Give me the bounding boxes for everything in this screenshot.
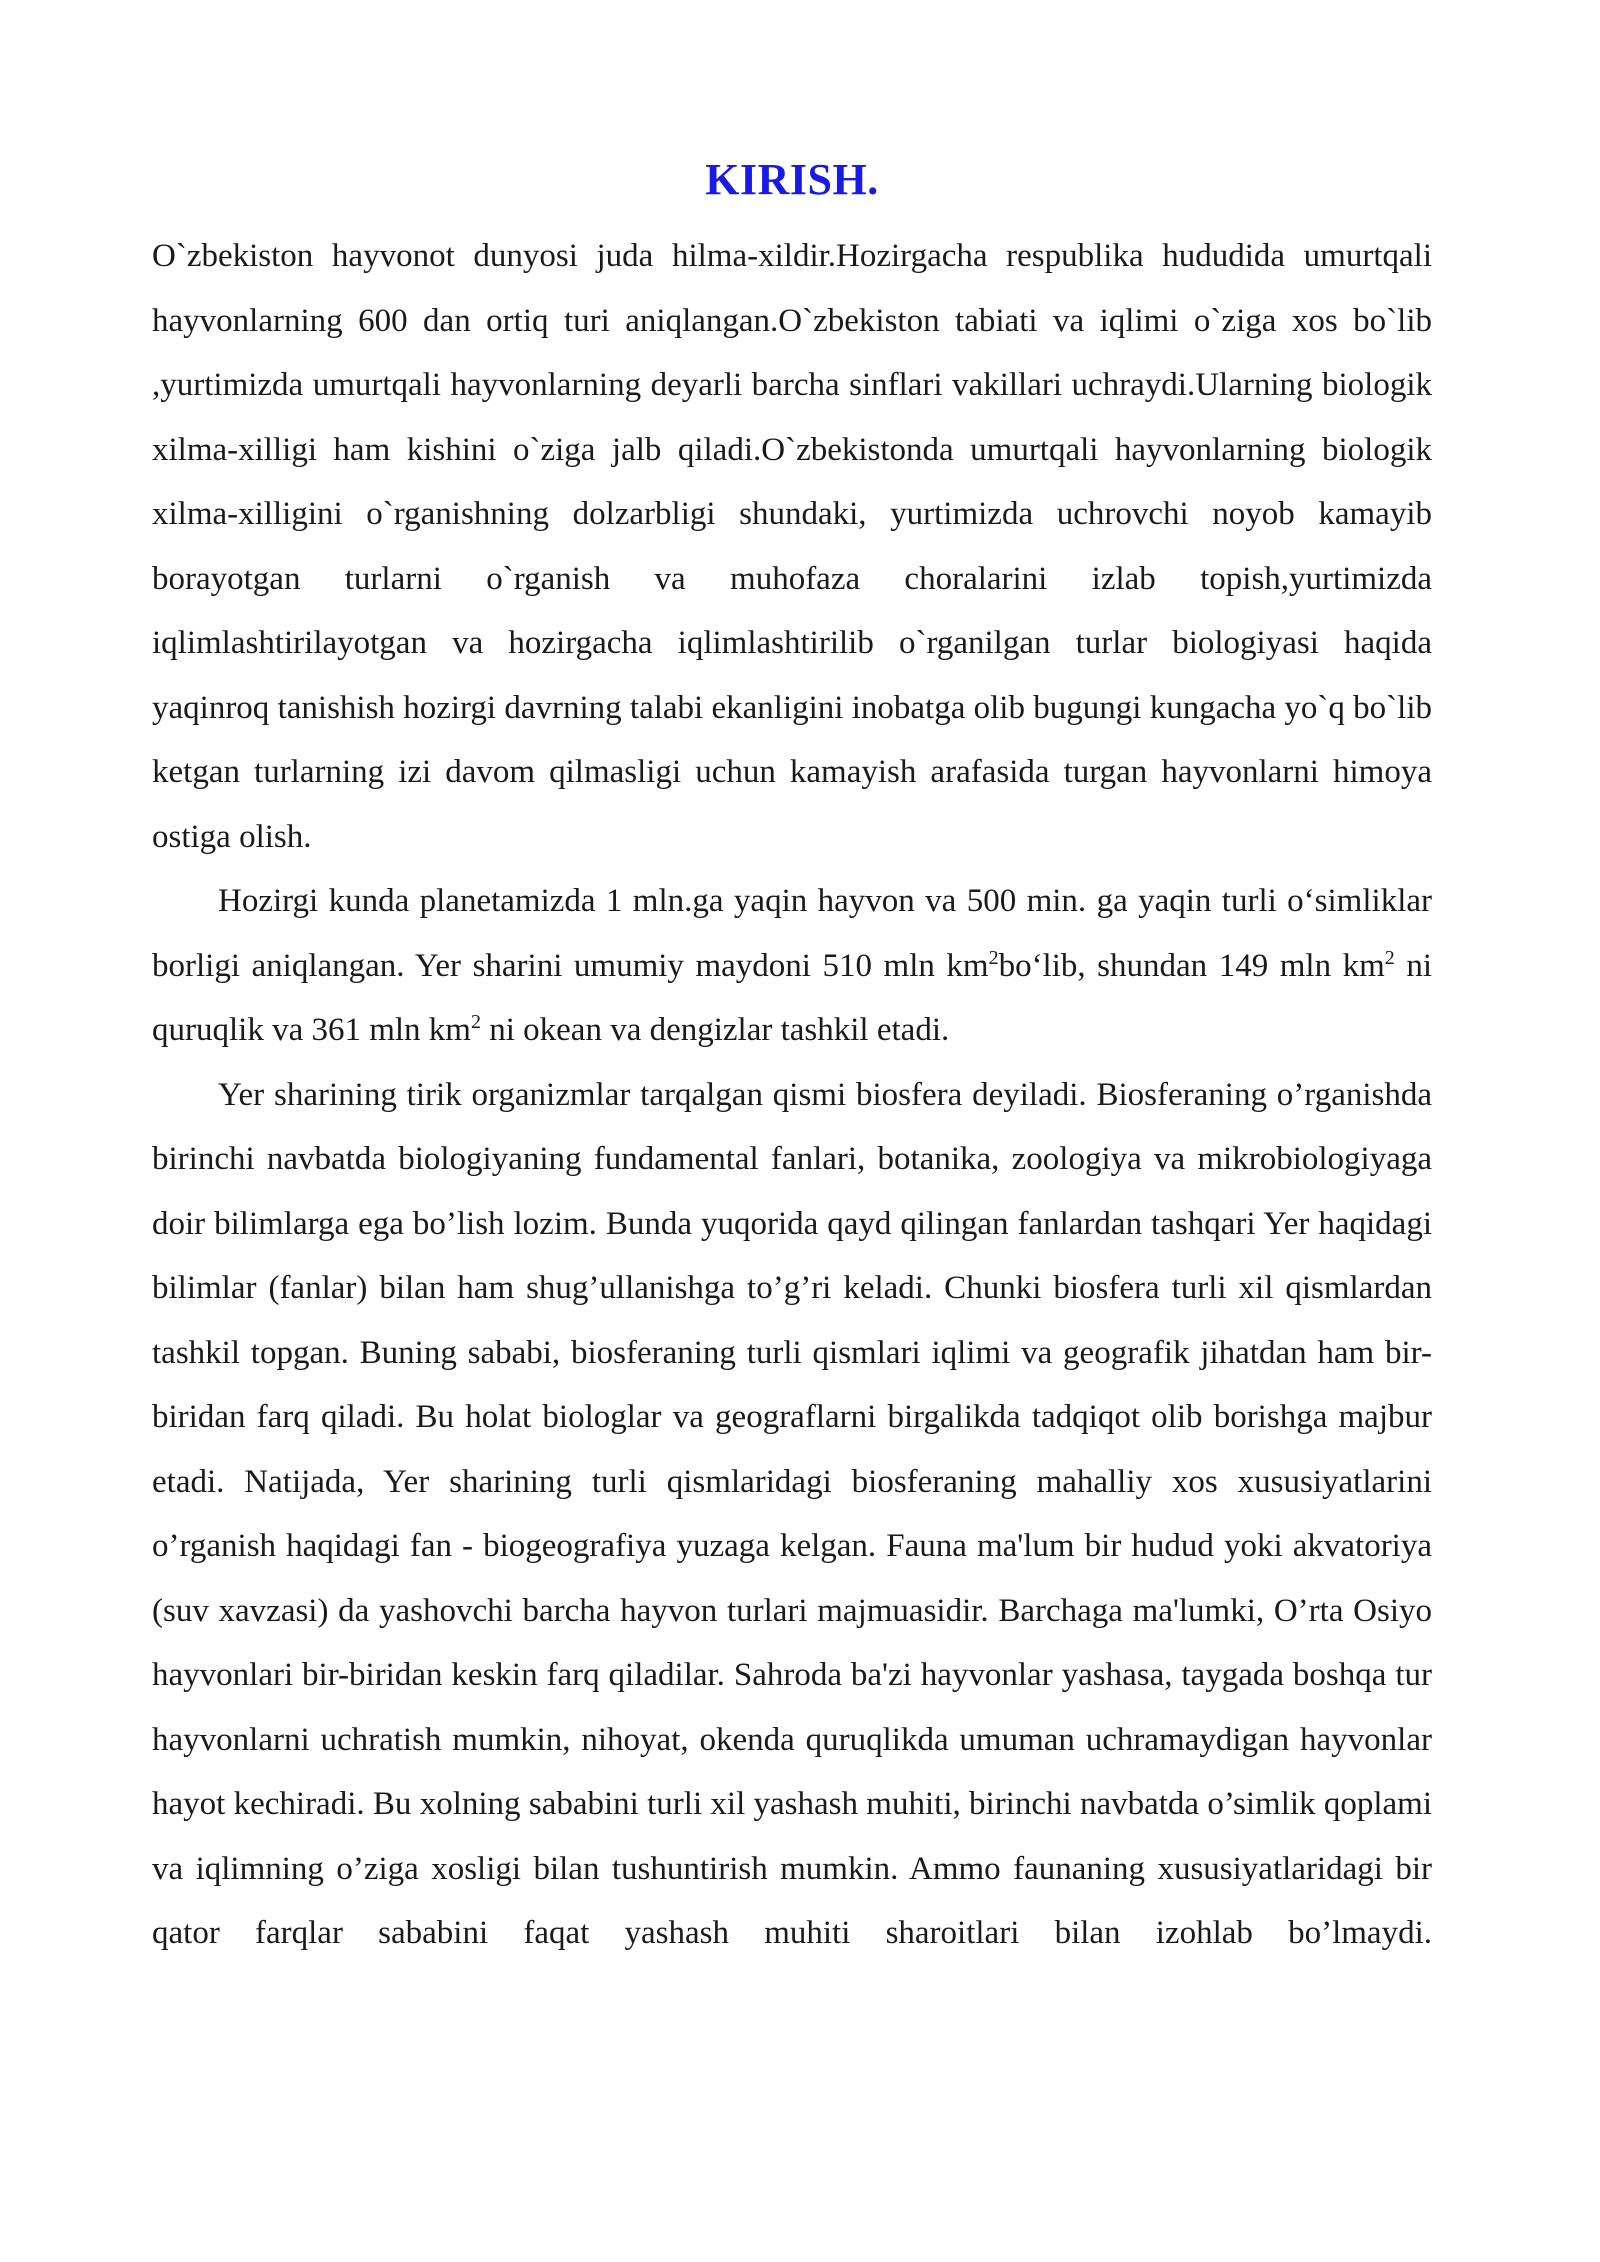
superscript-2: 2 [988,946,999,969]
superscript-2: 2 [1384,946,1395,969]
paragraph-planet-stats-text-3: ni quruqlik va 361 mln km [152,947,1432,1048]
superscript-2: 2 [470,1011,481,1033]
paragraph-planet-stats-text-1: Hozirgi kunda planetamizda 1 mln.ga yaqin hayvon va 500 min. ga yaqin turli o‘simliklar borligi aniqlangan. Yer sharini umumiy maydoni 510 mln km [152,883,1432,984]
paragraph-intro: O`zbekiston hayvonot dunyosi juda hilma-xildir.Hozirgacha respublika hududida umurtqali hayvonlarning 600 dan ortiq turi aniqlangan.O`zbekiston tabiati va iqlimi o`ziga xos bo`lib ,yurtimizda umurtqali hayvonlarning deyarli barcha sinflari vakillari uchraydi.Ularning biologik xilma-xilligi ham kishini o`ziga jalb qiladi.O`zbekistonda umurtqali hayvonlarning biologik xilma-xilligini o`rganishning dolzarbligi shundaki, yurtimizda uchrovchi noyob kamayib borayotgan turlarni o`rganish va muhofaza choralarini izlab topish,yurtimizda iqlimlashtirilayotgan va hozirgacha iqlimlashtirilib o`rganilgan turlar biologiyasi haqida yaqinroq tanishish hozirgi davrning talabi ekanligini inobatga olib bugungi kungacha yo`q bo`lib ketgan turlarning izi davom qilmasligi uchun kamayish arafasida turgan hayvonlarni himoya ostiga olish. [152,238,1432,855]
paragraph-planet-stats [152,869,1432,1063]
paragraph-planet-stats-text-4: ni okean va dengizlar tashkil etadi. [480,1012,950,1048]
paragraph-biosphere: Yer sharining tirik organizmlar tarqalgan qismi biosfera deyiladi. Biosferaning o’rganishda birinchi navbatda biologiyaning fundamental fanlari, botanika, zoologiya va mikrobiologiyaga doir bilimlarga ega bo’lish lozim. Bunda yuqorida qayd qilingan fanlardan tashqari Yer haqidagi bilimlar (fanlar) bilan ham shug’ullanishga to’g’ri keladi. Chunki biosfera turli xil qismlardan tashkil topgan. Buning sababi, biosferaning turli qismlari iqlimi va geografik jihatdan ham bir-biridan farq qiladi. Bu holat biologlar va geograflarni birgalikda tadqiqot olib borishga majbur etadi. Natijada, Yer sharining turli qismlaridagi biosferaning mahalliy xos xususiyatlarini o’rganish haqidagi fan - biogeografiya yuzaga kelgan. Fauna ma'lum bir hudud yoki akvatoriya (suv xavzasi) da yashovchi barcha hayvon turlari majmuasidir. Barchaga ma'lumki, O’rta Osiyo hayvonlari bir-biridan keskin farq qiladilar. Sahroda ba'zi hayvonlar yashasa, taygada boshqa tur hayvonlarni uchratish mumkin, nihoyat, okenda quruqlikda umuman uchramaydigan hayvonlar hayot kechiradi. Bu xolning sababini turli xil yashash muhiti, birinchi navbatda o’simlik qoplami va iqlimning o’ziga xosligi bilan tushuntirish mumkin. Ammo faunaning xususiyatlaridagi bir qator farqlar sababini faqat yashash muhiti sharoitlari bilan izohlab bo’lmaydi. [152,1076,1432,1951]
page-title: KIRISH. [705,155,879,204]
paragraph-planet-stats-text-2: bo‘lib, shundan 149 mln km [998,947,1385,984]
document-page [152,150,1432,1966]
